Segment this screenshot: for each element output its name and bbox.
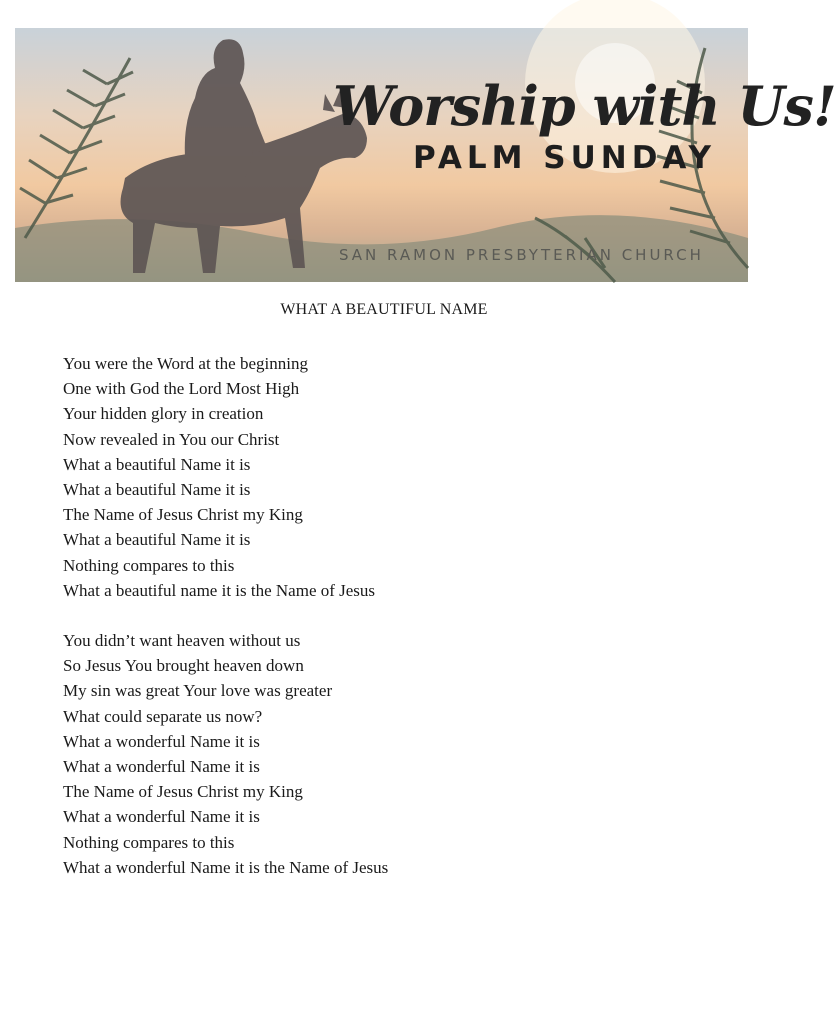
lyric-line: What could separate us now?	[63, 706, 263, 726]
lyric-line: What a beautiful Name it is	[63, 479, 251, 499]
lyric-line: One with God the Lord Most High	[63, 379, 300, 399]
church-name: SAN RAMON PRESBYTERIAN CHURCH	[339, 246, 704, 264]
lyric-line: What a wonderful Name it is	[63, 807, 260, 827]
lyric-line: You didn’t want heaven without us	[63, 631, 301, 650]
verse-2	[63, 628, 388, 880]
lyric-line: What a wonderful Name it is the Name of Jesus	[63, 857, 389, 877]
lyric-line: Nothing compares to this	[63, 555, 235, 575]
lyric-line: Now revealed in You our Christ	[63, 429, 280, 449]
lyric-line: What a beautiful Name it is	[63, 530, 251, 550]
lyric-line: So Jesus You brought heaven down	[63, 656, 304, 676]
palm-frond-left	[20, 58, 133, 238]
lyric-line: Nothing compares to this	[63, 832, 235, 852]
lyric-line: My sin was great Your love was greater	[63, 681, 333, 701]
lyric-line: What a beautiful name it is the Name of Jesus	[63, 580, 376, 600]
lyric-line: What a beautiful Name it is	[63, 454, 251, 474]
lyric-line: The Name of Jesus Christ my King	[63, 505, 303, 525]
lyric-line: The Name of Jesus Christ my King	[63, 782, 303, 802]
lyric-line: You were the Word at the beginning	[63, 354, 308, 373]
lyric-line: What a wonderful Name it is	[63, 731, 260, 751]
lyric-line: Your hidden glory in creation	[63, 404, 264, 424]
banner-subtitle: PALM SUNDAY	[413, 140, 716, 176]
header-banner	[15, 28, 836, 282]
banner-title: Worship with Us!	[333, 74, 836, 138]
song-title: WHAT A BEAUTIFUL NAME	[280, 301, 488, 318]
lyric-line: What a wonderful Name it is	[63, 756, 260, 776]
verse-1	[63, 351, 375, 603]
